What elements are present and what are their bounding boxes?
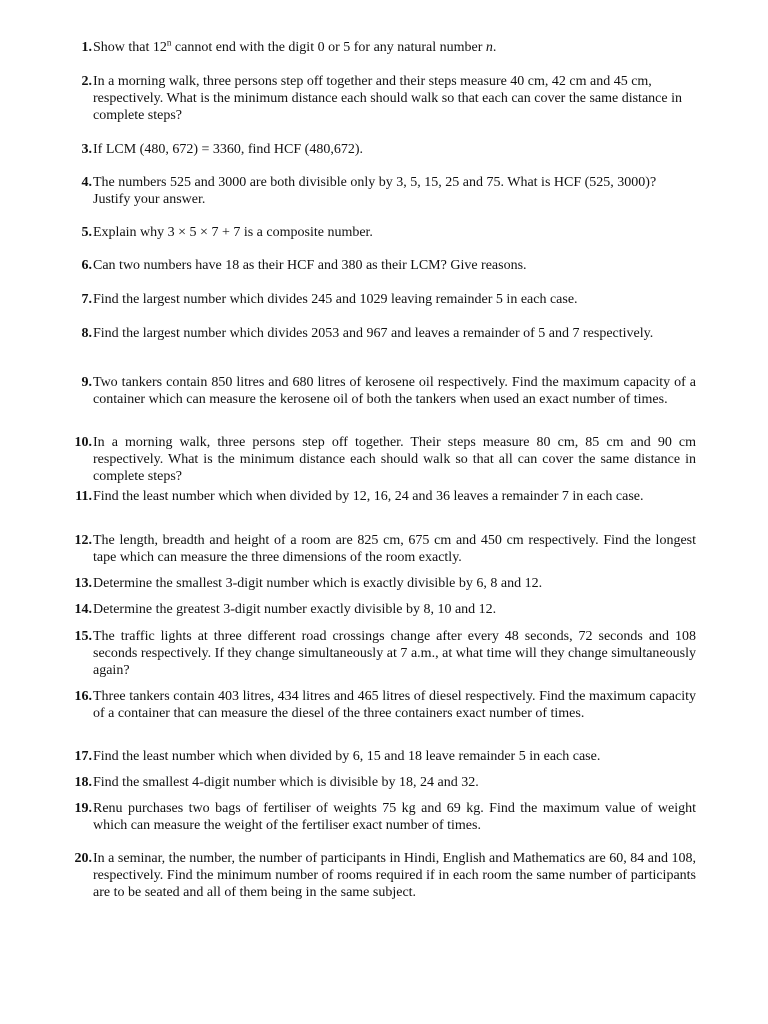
question-text: Show that 12$^n$ cannot end with the digit 0 or 5 for any natural number n. [93,37,497,55]
question-7 [66,291,696,308]
question-3 [66,141,696,158]
question-5 [66,224,696,241]
question-number: 20. [74,851,92,866]
question-text: Determine the smallest 3-digit number which is exactly divisible by 6, 8 and 12. [93,576,543,591]
question-number: 15. [74,629,92,644]
question-text: In a morning walk, three persons step off together. Their steps measure 80 cm, 85 cm and 90 cm respectively. What is the minimum distance each should walk so that all can cover the same distance in complete steps? [93,435,696,484]
question-text: The numbers 525 and 3000 are both divisible only by 3, 5, 15, 25 and 75. What is HCF (525, 3000)? Justify your answer. [93,175,657,207]
question-number: 6. [81,258,92,273]
question-19 [66,800,696,834]
question-18 [66,774,696,791]
question-20 [66,850,696,901]
question-text: In a seminar, the number, the number of participants in Hindi, English and Mathematics are 60, 84 and 108, respectively. Find the minimum number of rooms required if in each room the same number of participants are to be seated and all of them being in the same subject. [93,851,696,900]
question-9 [66,374,696,408]
question-text: In a morning walk, three persons step off together and their steps measure 40 cm, 42 cm and 45 cm, respectively. What is the minimum distance each should walk so that each can cover the same distance in complete steps? [93,74,682,123]
question-text: The traffic lights at three different road crossings change after every 48 seconds, 72 seconds and 108 seconds respectively. If they change simultaneously at 7 a.m., at what time will they change simultaneously again? [93,629,696,678]
question-number: 18. [74,775,92,790]
question-text: Find the least number which when divided by 12, 16, 24 and 36 leaves a remainder 7 in each case. [93,489,644,504]
question-text: The length, breadth and height of a room are 825 cm, 675 cm and 450 cm respectively. Find the longest tape which can measure the three dimensions of the room exactly. [93,533,696,565]
question-number: 5. [81,225,92,240]
question-13 [66,575,696,592]
question-17 [66,748,696,765]
question-16 [66,688,696,722]
question-text: Renu purchases two bags of fertiliser of weights 75 kg and 69 kg. Find the maximum value of weight which can measure the weight of the fertiliser exact number of times. [93,801,696,833]
question-6 [66,257,696,274]
question-number: 2. [81,74,92,89]
question-text: Find the smallest 4-digit number which is divisible by 18, 24 and 32. [93,775,479,790]
question-number: 1. [81,40,92,55]
question-1 [66,39,696,56]
question-8 [66,325,696,342]
question-text: Find the largest number which divides 2053 and 967 and leaves a remainder of 5 and 7 respectively. [93,326,654,341]
question-text: Can two numbers have 18 as their HCF and 380 as their LCM? Give reasons. [93,258,527,273]
question-text: Find the largest number which divides 245 and 1029 leaving remainder 5 in each case. [93,292,578,307]
question-number: 4. [81,175,92,190]
question-number: 19. [74,801,92,816]
question-12 [66,532,696,566]
question-10 [66,434,696,485]
question-number: 13. [74,576,92,591]
question-text: If LCM (480, 672) = 3360, find HCF (480,672). [93,142,363,157]
question-number: 10. [74,435,92,450]
question-number: 3. [81,142,92,157]
question-number: 17. [74,749,92,764]
question-number: 12. [74,533,92,548]
question-text: Two tankers contain 850 litres and 680 litres of kerosene oil respectively. Find the maximum capacity of a container which can measure the kerosene oil of both the tankers when used an exact number of times. [93,375,696,407]
question-text: Determine the greatest 3-digit number exactly divisible by 8, 10 and 12. [93,602,497,617]
question-number: 9. [81,375,92,390]
question-2 [66,73,696,124]
question-4 [66,174,696,208]
question-15 [66,628,696,679]
question-11 [66,488,696,505]
question-number: 11. [75,489,92,504]
question-text: Explain why 3 × 5 × 7 + 7 is a composite number. [93,225,373,240]
question-text: Find the least number which when divided by 6, 15 and 18 leave remainder 5 in each case. [93,749,601,764]
question-text: Three tankers contain 403 litres, 434 litres and 465 litres of diesel respectively. Find the maximum capacity of a container that can measure the diesel of the three containers exact number of times. [93,689,696,721]
question-14 [66,601,696,618]
question-number: 8. [81,326,92,341]
question-number: 7. [81,292,92,307]
question-number: 14. [74,602,92,617]
question-number: 16. [74,689,92,704]
